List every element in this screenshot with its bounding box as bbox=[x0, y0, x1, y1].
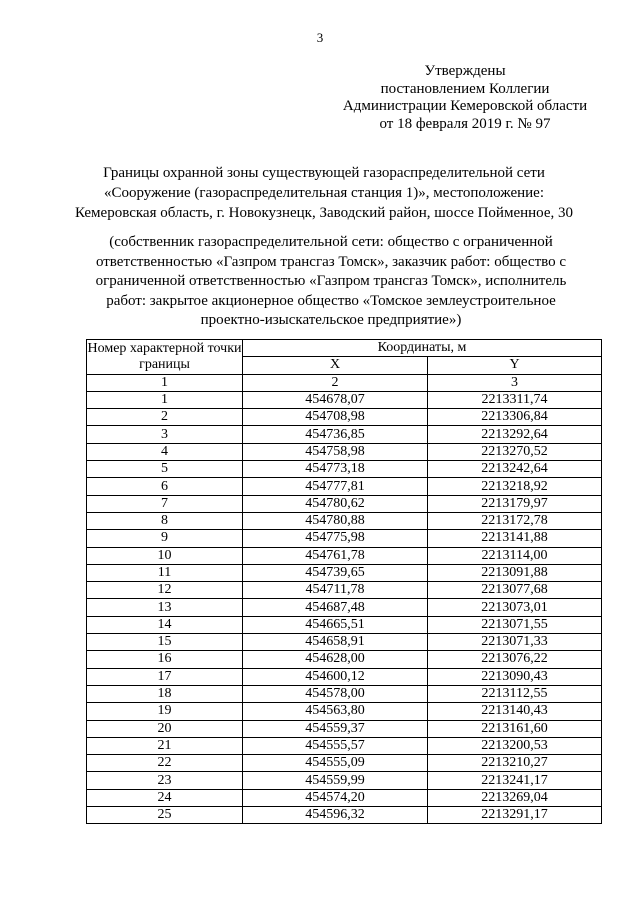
point-number-cell: 12 bbox=[87, 582, 243, 599]
y-coordinate-cell: 2213077,68 bbox=[428, 582, 602, 599]
table-row bbox=[87, 564, 602, 581]
x-coordinate-cell: 454574,20 bbox=[243, 789, 428, 806]
x-coordinate-cell: 454678,07 bbox=[243, 391, 428, 408]
table-row bbox=[87, 582, 602, 599]
y-coordinate-cell: 2213306,84 bbox=[428, 409, 602, 426]
x-coordinate-cell: 454658,91 bbox=[243, 634, 428, 651]
x-coordinate-cell: 454555,09 bbox=[243, 755, 428, 772]
x-coordinate-cell: 454687,48 bbox=[243, 599, 428, 616]
title-line: «Сооружение (газораспределительная станция 1)», местоположение: bbox=[104, 185, 544, 201]
point-number-cell: 10 bbox=[87, 547, 243, 564]
x-coordinate-cell: 454761,78 bbox=[243, 547, 428, 564]
approval-line: Утверждены bbox=[424, 63, 506, 79]
point-number-cell: 16 bbox=[87, 651, 243, 668]
y-coordinate-cell: 2213091,88 bbox=[428, 564, 602, 581]
y-coordinate-cell: 2213141,88 bbox=[428, 530, 602, 547]
table-row bbox=[87, 651, 602, 668]
table-row bbox=[87, 789, 602, 806]
column-number: 2 bbox=[243, 374, 428, 391]
title-line: Границы охранной зоны существующей газораспределительной сети bbox=[103, 165, 545, 181]
table-row bbox=[87, 772, 602, 789]
table-row bbox=[87, 391, 602, 408]
x-coordinate-cell: 454711,78 bbox=[243, 582, 428, 599]
x-coordinate-cell: 454578,00 bbox=[243, 685, 428, 702]
x-coordinate-cell: 454736,85 bbox=[243, 426, 428, 443]
table-row bbox=[87, 755, 602, 772]
table-row bbox=[87, 703, 602, 720]
x-coordinate-cell: 454777,81 bbox=[243, 478, 428, 495]
y-coordinate-cell: 2213071,33 bbox=[428, 634, 602, 651]
coordinates-table bbox=[86, 339, 602, 824]
parties-line: проектно-изыскательское предприятие») bbox=[200, 312, 462, 328]
table-row bbox=[87, 530, 602, 547]
point-number-cell: 6 bbox=[87, 478, 243, 495]
table-row bbox=[87, 478, 602, 495]
x-coordinate-cell: 454758,98 bbox=[243, 443, 428, 460]
page-number: 3 bbox=[316, 30, 324, 45]
x-coordinate-cell: 454559,99 bbox=[243, 772, 428, 789]
point-number-cell: 17 bbox=[87, 668, 243, 685]
x-coordinate-cell: 454628,00 bbox=[243, 651, 428, 668]
approval-line: от 18 февраля 2019 г. № 97 bbox=[379, 115, 551, 132]
approval-line: постановлением Коллегии bbox=[380, 80, 550, 97]
y-coordinate-cell: 2213076,22 bbox=[428, 651, 602, 668]
parties-line: работ: закрытое акционерное общество «Томское землеустроительное bbox=[106, 292, 556, 309]
table-row bbox=[87, 685, 602, 702]
y-coordinate-cell: 2213291,17 bbox=[428, 807, 602, 824]
y-coordinate-cell: 2213292,64 bbox=[428, 426, 602, 443]
y-coordinate-cell: 2213114,00 bbox=[428, 547, 602, 564]
y-coordinate-cell: 2213241,17 bbox=[428, 772, 602, 789]
y-coordinate-cell: 2213218,92 bbox=[428, 478, 602, 495]
approval-block bbox=[300, 63, 630, 133]
point-number-cell: 25 bbox=[87, 807, 243, 824]
table-row bbox=[87, 807, 602, 824]
table-row bbox=[87, 426, 602, 443]
x-coordinate-cell: 454665,51 bbox=[243, 616, 428, 633]
point-number-cell: 19 bbox=[87, 703, 243, 720]
x-coordinate-cell: 454559,37 bbox=[243, 720, 428, 737]
header-coordinates: Координаты, м bbox=[243, 340, 602, 357]
x-coordinate-cell: 454780,88 bbox=[243, 512, 428, 529]
table-row bbox=[87, 599, 602, 616]
x-coordinate-cell: 454596,32 bbox=[243, 807, 428, 824]
point-number-cell: 22 bbox=[87, 755, 243, 772]
x-coordinate-cell: 454708,98 bbox=[243, 409, 428, 426]
point-number-cell: 11 bbox=[87, 564, 243, 581]
y-coordinate-cell: 2213270,52 bbox=[428, 443, 602, 460]
table-row bbox=[87, 634, 602, 651]
y-coordinate-cell: 2213161,60 bbox=[428, 720, 602, 737]
y-coordinate-cell: 2213179,97 bbox=[428, 495, 602, 512]
table-row bbox=[87, 616, 602, 633]
point-number-cell: 13 bbox=[87, 599, 243, 616]
parties-note bbox=[86, 233, 576, 331]
parties-line: ограниченной ответственностью «Газпром трансгаз Томск», исполнитель bbox=[95, 273, 567, 289]
point-number-cell: 20 bbox=[87, 720, 243, 737]
parties-line: (собственник газораспределительной сети: общество с ограниченной bbox=[109, 234, 553, 250]
table-row bbox=[87, 737, 602, 754]
point-number-cell: 8 bbox=[87, 512, 243, 529]
title-line: Кемеровская область, г. Новокузнецк, Заводский район, шоссе Пойменное, 30 bbox=[74, 205, 574, 221]
table-row bbox=[87, 443, 602, 460]
point-number-cell: 5 bbox=[87, 461, 243, 478]
header-point-number: Номер характерной точки границы bbox=[87, 340, 243, 375]
column-number: 3 bbox=[428, 374, 602, 391]
x-coordinate-cell: 454563,80 bbox=[243, 703, 428, 720]
y-coordinate-cell: 2213172,78 bbox=[428, 512, 602, 529]
document-title bbox=[70, 163, 578, 223]
x-coordinate-cell: 454780,62 bbox=[243, 495, 428, 512]
header-y: Y bbox=[428, 357, 602, 374]
table-row bbox=[87, 547, 602, 564]
point-number-cell: 1 bbox=[87, 391, 243, 408]
y-coordinate-cell: 2213242,64 bbox=[428, 461, 602, 478]
x-coordinate-cell: 454739,65 bbox=[243, 564, 428, 581]
y-coordinate-cell: 2213071,55 bbox=[428, 616, 602, 633]
point-number-cell: 18 bbox=[87, 685, 243, 702]
point-number-cell: 15 bbox=[87, 634, 243, 651]
column-number: 1 bbox=[87, 374, 243, 391]
point-number-cell: 24 bbox=[87, 789, 243, 806]
y-coordinate-cell: 2213269,04 bbox=[428, 789, 602, 806]
header-x: X bbox=[243, 357, 428, 374]
table-row bbox=[87, 668, 602, 685]
table-row bbox=[87, 512, 602, 529]
x-coordinate-cell: 454775,98 bbox=[243, 530, 428, 547]
y-coordinate-cell: 2213140,43 bbox=[428, 703, 602, 720]
parties-line: ответственностью «Газпром трансгаз Томск», заказчик работ: общество с bbox=[95, 253, 567, 270]
point-number-cell: 2 bbox=[87, 409, 243, 426]
point-number-cell: 9 bbox=[87, 530, 243, 547]
point-number-cell: 4 bbox=[87, 443, 243, 460]
point-number-cell: 21 bbox=[87, 737, 243, 754]
point-number-cell: 7 bbox=[87, 495, 243, 512]
y-coordinate-cell: 2213311,74 bbox=[428, 391, 602, 408]
table-row bbox=[87, 495, 602, 512]
y-coordinate-cell: 2213073,01 bbox=[428, 599, 602, 616]
x-coordinate-cell: 454555,57 bbox=[243, 737, 428, 754]
y-coordinate-cell: 2213210,27 bbox=[428, 755, 602, 772]
point-number-cell: 14 bbox=[87, 616, 243, 633]
point-number-cell: 3 bbox=[87, 426, 243, 443]
table-row bbox=[87, 461, 602, 478]
y-coordinate-cell: 2213090,43 bbox=[428, 668, 602, 685]
table-row bbox=[87, 409, 602, 426]
table-body bbox=[87, 391, 602, 823]
y-coordinate-cell: 2213112,55 bbox=[428, 685, 602, 702]
point-number-cell: 23 bbox=[87, 772, 243, 789]
y-coordinate-cell: 2213200,53 bbox=[428, 737, 602, 754]
x-coordinate-cell: 454773,18 bbox=[243, 461, 428, 478]
x-coordinate-cell: 454600,12 bbox=[243, 668, 428, 685]
table-row bbox=[87, 720, 602, 737]
approval-line: Администрации Кемеровской области bbox=[342, 98, 588, 114]
